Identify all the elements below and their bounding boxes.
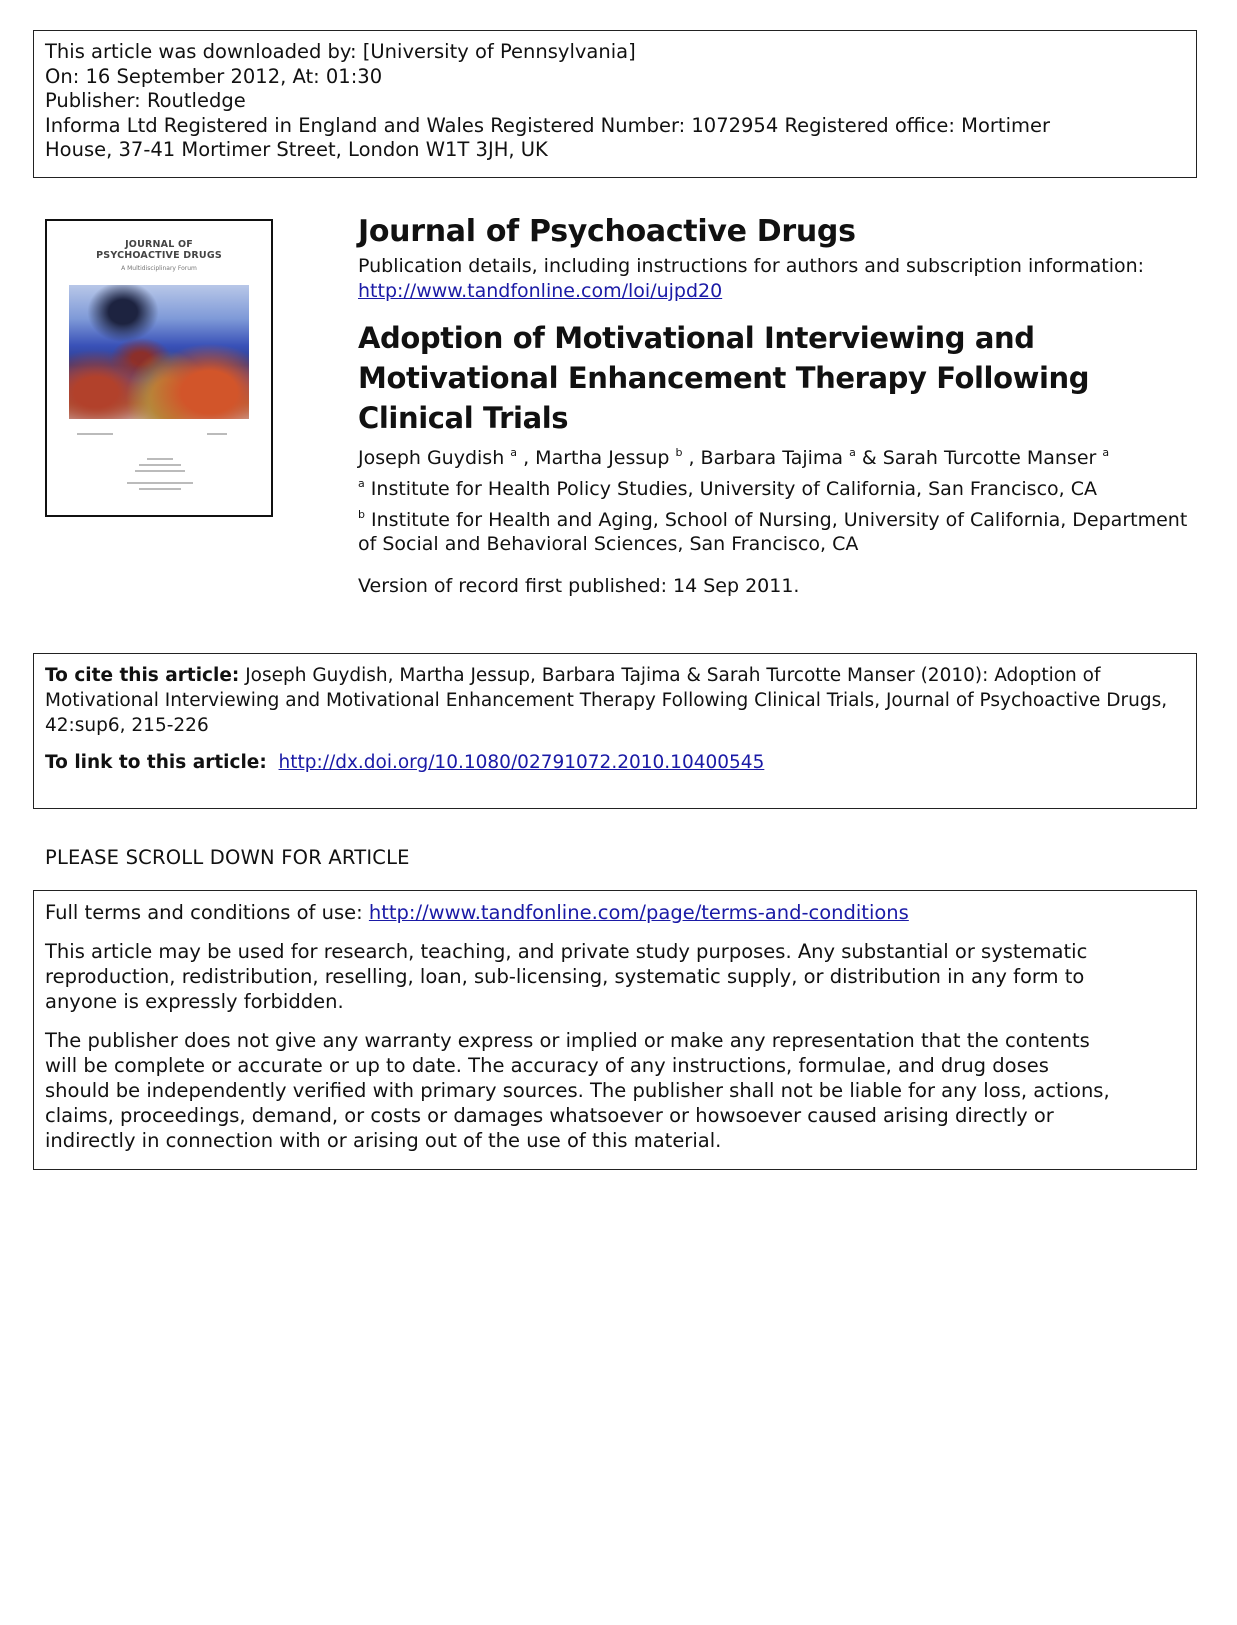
publication-details: Publication details, including instructions for authors and subscription information: (358, 255, 1145, 277)
article-title: Adoption of Motivational Interviewing and Motivational Enhancement Therapy Following Clinical Trials (358, 321, 1090, 435)
affiliation-mark: a (1102, 446, 1110, 459)
citation-text: To cite this article: Joseph Guydish, Martha Jessup, Barbara Tajima & Sarah Turcotte Manser (2010): Adoption of Motivational Interviewing and Motivational Enhancement Therapy Following Clinical Trials, Journal of Psychoactive Drugs, 42:sup6, 215-226 (45, 665, 1168, 736)
downloaded-by-text: This article was downloaded by: [University of Pennsylvania] (45, 40, 636, 63)
registration-text-line1: Informa Ltd Registered in England and Wales Registered Number: 1072954 Registered office: Mortimer (45, 113, 1050, 137)
author-name: Barbara Tajima (700, 447, 844, 469)
affiliation-b-line2: of Social and Behavioral Sciences, San Francisco, CA (358, 533, 859, 555)
citation-box (33, 653, 1197, 809)
journal-url-link[interactable]: http://www.tandfonline.com/loi/ujpd20 (358, 280, 723, 302)
cover-founder-name (139, 488, 181, 490)
affiliation-mark: a (849, 446, 856, 459)
scroll-down-notice: PLEASE SCROLL DOWN FOR ARTICLE (45, 846, 410, 869)
link-label: To link to this article: (45, 752, 267, 773)
publisher-text: Publisher: Routledge (45, 89, 246, 112)
terms-box (33, 890, 1197, 1170)
terms-paragraph-usage: This article may be used for research, teaching, and private study purposes. Any substantial or systematic reproduction, redistribution, reselling, loan, sub-licensing, systematic supply, or distribution in any form to anyone is expressly forbidden. (45, 940, 1088, 1013)
article-link-line (45, 752, 1186, 773)
cover-editor-1 (139, 464, 181, 466)
terms-paragraph-warranty: The publisher does not give any warranty express or implied or make any representation that the contents will be complete or accurate or up to date. The accuracy of any instructions, formulae, and drug doses should be independently verified with primary sources. The publisher shall not be liable for any loss, actions, claims, proceedings, demand, or costs or damages whatsoever or howsoever caused arising directly or indirectly in connection with or arising out of the use of this material. (45, 1029, 1110, 1152)
doi-link[interactable]: http://dx.doi.org/10.1080/02791072.2010.10400545 (278, 752, 765, 773)
cover-editor-2 (135, 470, 185, 472)
affiliation-b-line1: $^b$ Institute for Health and Aging, School of Nursing, University of California, Department (358, 508, 1188, 531)
journal-title: Journal of Psychoactive Drugs (358, 214, 856, 249)
author-list: Joseph Guydish $^a$ , Martha Jessup $^b$ , Barbara Tajima $^a$ & Sarah Turcotte Manser $^a$ (358, 446, 1110, 469)
author-name: Martha Jessup (535, 447, 670, 469)
terms-label: Full terms and conditions of use: (45, 901, 363, 924)
terms-line (45, 900, 1186, 925)
cover-volume-text (77, 433, 113, 435)
download-date-text: On: 16 September 2012, At: 01:30 (45, 64, 383, 88)
journal-cover-image (45, 219, 273, 517)
cover-editors-label (147, 458, 173, 460)
affiliation-a: $^a$ Institute for Health Policy Studies, University of California, San Francisco, CA (358, 477, 1097, 500)
affiliation-mark: a (510, 446, 518, 459)
cover-subtitle: A Multidisciplinary Forum (121, 265, 197, 272)
cite-label: To cite this article: (45, 665, 240, 686)
affiliation-mark: b (675, 446, 683, 459)
download-notice-box (33, 30, 1197, 178)
cover-founder-line (127, 482, 193, 484)
cover-title: JOURNAL OF PSYCHOACTIVE DRUGS (96, 239, 222, 261)
cover-artwork (69, 285, 249, 419)
terms-link[interactable]: http://www.tandfonline.com/page/terms-and-conditions (368, 901, 909, 924)
author-name: Sarah Turcotte Manser (882, 447, 1097, 469)
version-of-record: Version of record first published: 14 Sep 2011. (358, 575, 800, 597)
cover-date-text (207, 433, 227, 435)
registration-text-line2: House, 37-41 Mortimer Street, London W1T 3JH, UK (45, 138, 548, 161)
author-name: Joseph Guydish (358, 447, 505, 469)
